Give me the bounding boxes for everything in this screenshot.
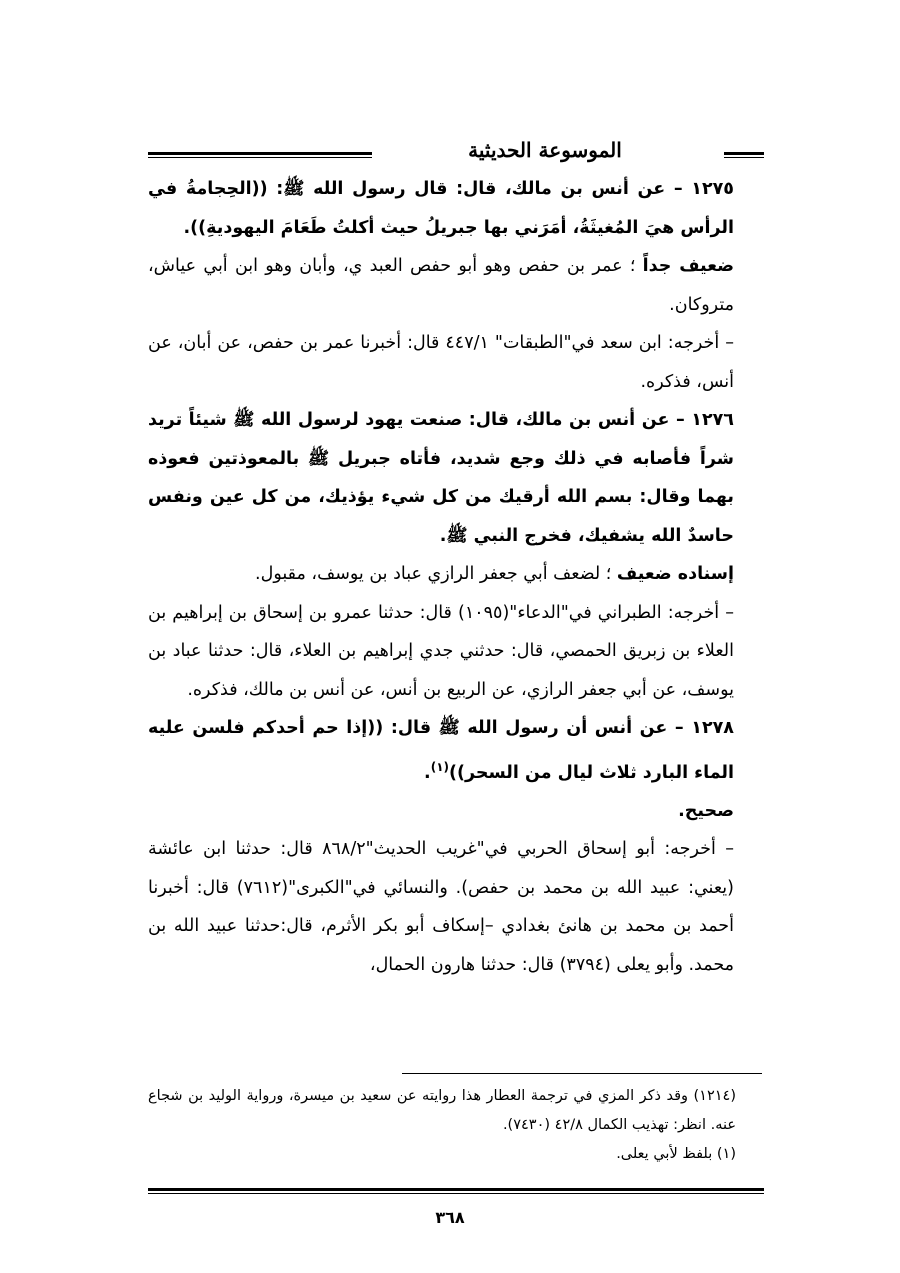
footnote-1214: (١٢١٤) وقد ذكر المزي في ترجمة العطار هذا روايته عن سعيد بن ميسرة، ورواية الوليد بن شجاع عنه. انظر: تهذيب الكمال ٤٢/٨ (٧٤٣٠). <box>148 1088 736 1133</box>
takhrij-1276: – أخرجه: الطبراني في"الدعاء"(١٠٩٥) قال: حدثنا عمرو بن إسحاق بن إبراهيم بن العلاء بن زبريق الحمصي، قال: حدثني جدي إبراهيم بن العلاء، قال: حدثنا عباد بن يوسف، عن أبي جعفر الرازي، عن الربيع بن أنس، عن أنس بن مالك، فذكره. <box>148 602 734 700</box>
grading-text: ؛ لضعف أبي جعفر الرازي عباد بن يوسف، مقبول. <box>255 564 617 584</box>
grading-label: ضعيف جداً <box>642 256 734 276</box>
grading-label: صحيح. <box>678 800 734 821</box>
footnote-ref[interactable]: (١) <box>430 759 449 774</box>
hadith-1275: ١٢٧٥ – عن أنس بن مالك، قال: قال رسول الله ﷺ: ((الحِجامةُ في الرأس هيَ المُغيثَةُ، أمَرَني بها جبريلُ حيث أكلتُ طَعَامَ اليهوديةِ)). <box>148 179 734 238</box>
grading-1276 <box>148 555 764 594</box>
header-rule-left <box>148 152 372 158</box>
hadith-text: ١٢٧٨ – عن أنس أن رسول الله ﷺ قال: ((إذا حم أحدكم فلسن عليه الماء البارد ثلاث ليال من السحر)) <box>148 718 734 783</box>
grading-label: إسناده ضعيف <box>616 564 734 584</box>
hadith-1276: ١٢٧٦ – عن أنس بن مالك، قال: صنعت يهود لرسول الله ﷺ شيئاً تريد شراً فأصابه في ذلك وجع شديد، فأتاه جبريل ﷺ بالمعوذتين فعوذه بهما وقال: بسم الله أرقيك من كل شيء يؤذيك، من كل عين ونفس حاسدٌ الله يشفيك، فخرج النبي ﷺ. <box>148 410 734 546</box>
header-rule-right <box>724 152 764 158</box>
hadith-1278 <box>148 709 764 792</box>
footnotes <box>148 1082 764 1169</box>
page-number: ٣٦٨ <box>435 1208 465 1227</box>
footnote-separator <box>402 1073 762 1074</box>
takhrij-1278: – أخرجه: أبو إسحاق الحربي في"غريب الحديث"٨٦٨/٢ قال: حدثنا ابن عائشة (يعني: عبيد الله بن محمد بن حفص). والنسائي في"الكبرى"(٧٦١٢) قال: أخبرنا أحمد بن محمد بن هانئ بغدادي –إسكاف أبو بكر الأثرم، قال:حدثنا عبيد الله بن محمد. وأبو يعلى (٣٧٩٤) قال: حدثنا هارون الحمال، <box>148 839 734 975</box>
main-text <box>148 170 764 984</box>
page-bottom-rule <box>148 1188 764 1194</box>
header-title: الموسوعة الحديثية <box>468 138 622 162</box>
hadith-end: . <box>424 762 431 783</box>
grading-1278 <box>148 792 764 831</box>
takhrij-1275: – أخرجه: ابن سعد في"الطبقات" ٤٤٧/١ قال: أخبرنا عمر بن حفص، عن أبان، عن أنس، فذكره. <box>148 333 734 392</box>
page-header <box>148 138 764 174</box>
footnote-1: (١) بلفظ لأبي يعلى. <box>616 1146 736 1162</box>
grading-1275 <box>148 247 764 324</box>
grading-text: ؛ عمر بن حفص وهو أبو حفص العبد ي، وأبان وهو ابن أبي عياش، متروكان. <box>148 256 734 315</box>
